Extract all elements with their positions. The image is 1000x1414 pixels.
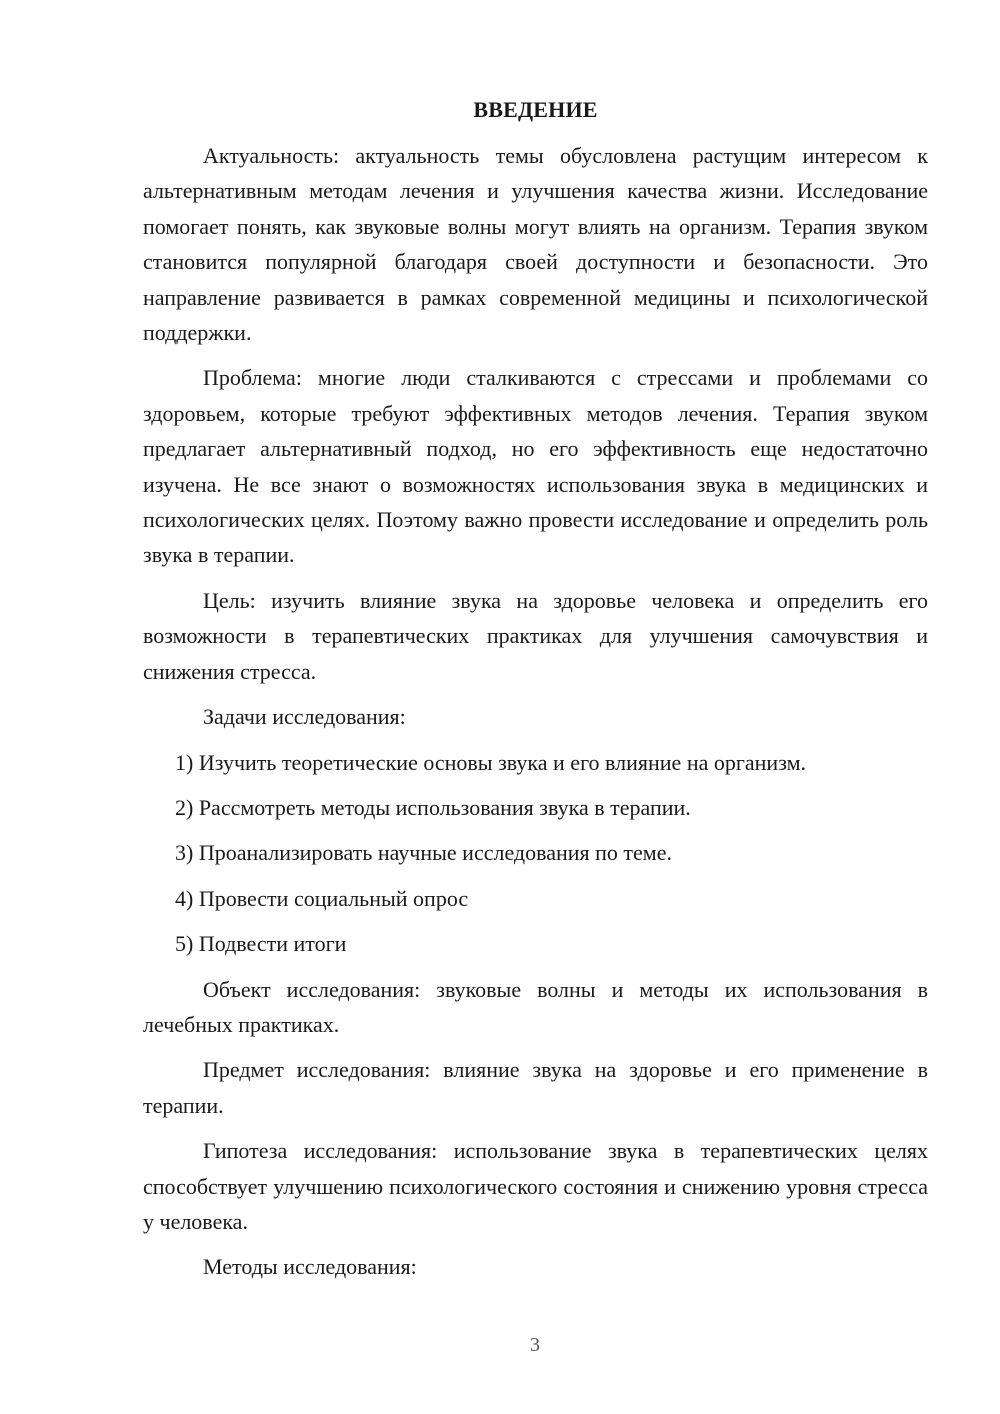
list-item: 3) Проанализировать научные исследования по теме.: [175, 840, 672, 866]
paragraph-methods-heading: Методы исследования:: [203, 1254, 417, 1280]
task-list: [143, 745, 928, 962]
paragraph-goal: Цель: изучить влияние звука на здоровье человека и определить его возможности в терапевтических практиках для улучшения самочувствия и снижения стресса.: [143, 587, 928, 684]
paragraph-relevance: Актуальность: актуальность темы обусловлена растущим интересом к альтернативным методам лечения и улучшения качества жизни. Исследование помогает понять, как звуковые волны могут влиять на организм. Терапия звуком становится популярной благодаря своей доступности и безопасности. Это направление развивается в рамках современной медицины и психологической поддержки.: [143, 143, 928, 346]
paragraph-object: Объект исследования: звуковые волны и методы их использования в лечебных практиках.: [143, 976, 928, 1037]
paragraph-problem: Проблема: многие люди сталкиваются с стрессами и проблемами со здоровьем, которые требуют эффективных методов лечения. Терапия звуком предлагает альтернативный подход, но его эффективность еще недостаточно изучена. Не все знают о возможностях использования звука в медицинских и психологических целях. Поэтому важно провести исследование и определить роль звука в терапии.: [143, 365, 928, 568]
list-item: 1) Изучить теоретические основы звука и его влияние на организм.: [175, 749, 806, 775]
page-content: [143, 96, 928, 1295]
paragraph-hypothesis: Гипотеза исследования: использование звука в терапевтических целях способствует улучшению психологического состояния и снижению уровня стресса у человека.: [143, 1138, 928, 1234]
page-number: 3: [530, 1334, 540, 1356]
paragraph-subject: Предмет исследования: влияние звука на здоровье и его применение в терапии.: [143, 1057, 928, 1118]
section-title: ВВЕДЕНИЕ: [473, 97, 598, 122]
paragraph-tasks-heading: Задачи исследования:: [203, 704, 406, 730]
list-item: 5) Подвести итоги: [175, 931, 347, 957]
list-item: 4) Провести социальный опрос: [175, 885, 469, 911]
list-item: 2) Рассмотреть методы использования звука в терапии.: [175, 794, 691, 820]
